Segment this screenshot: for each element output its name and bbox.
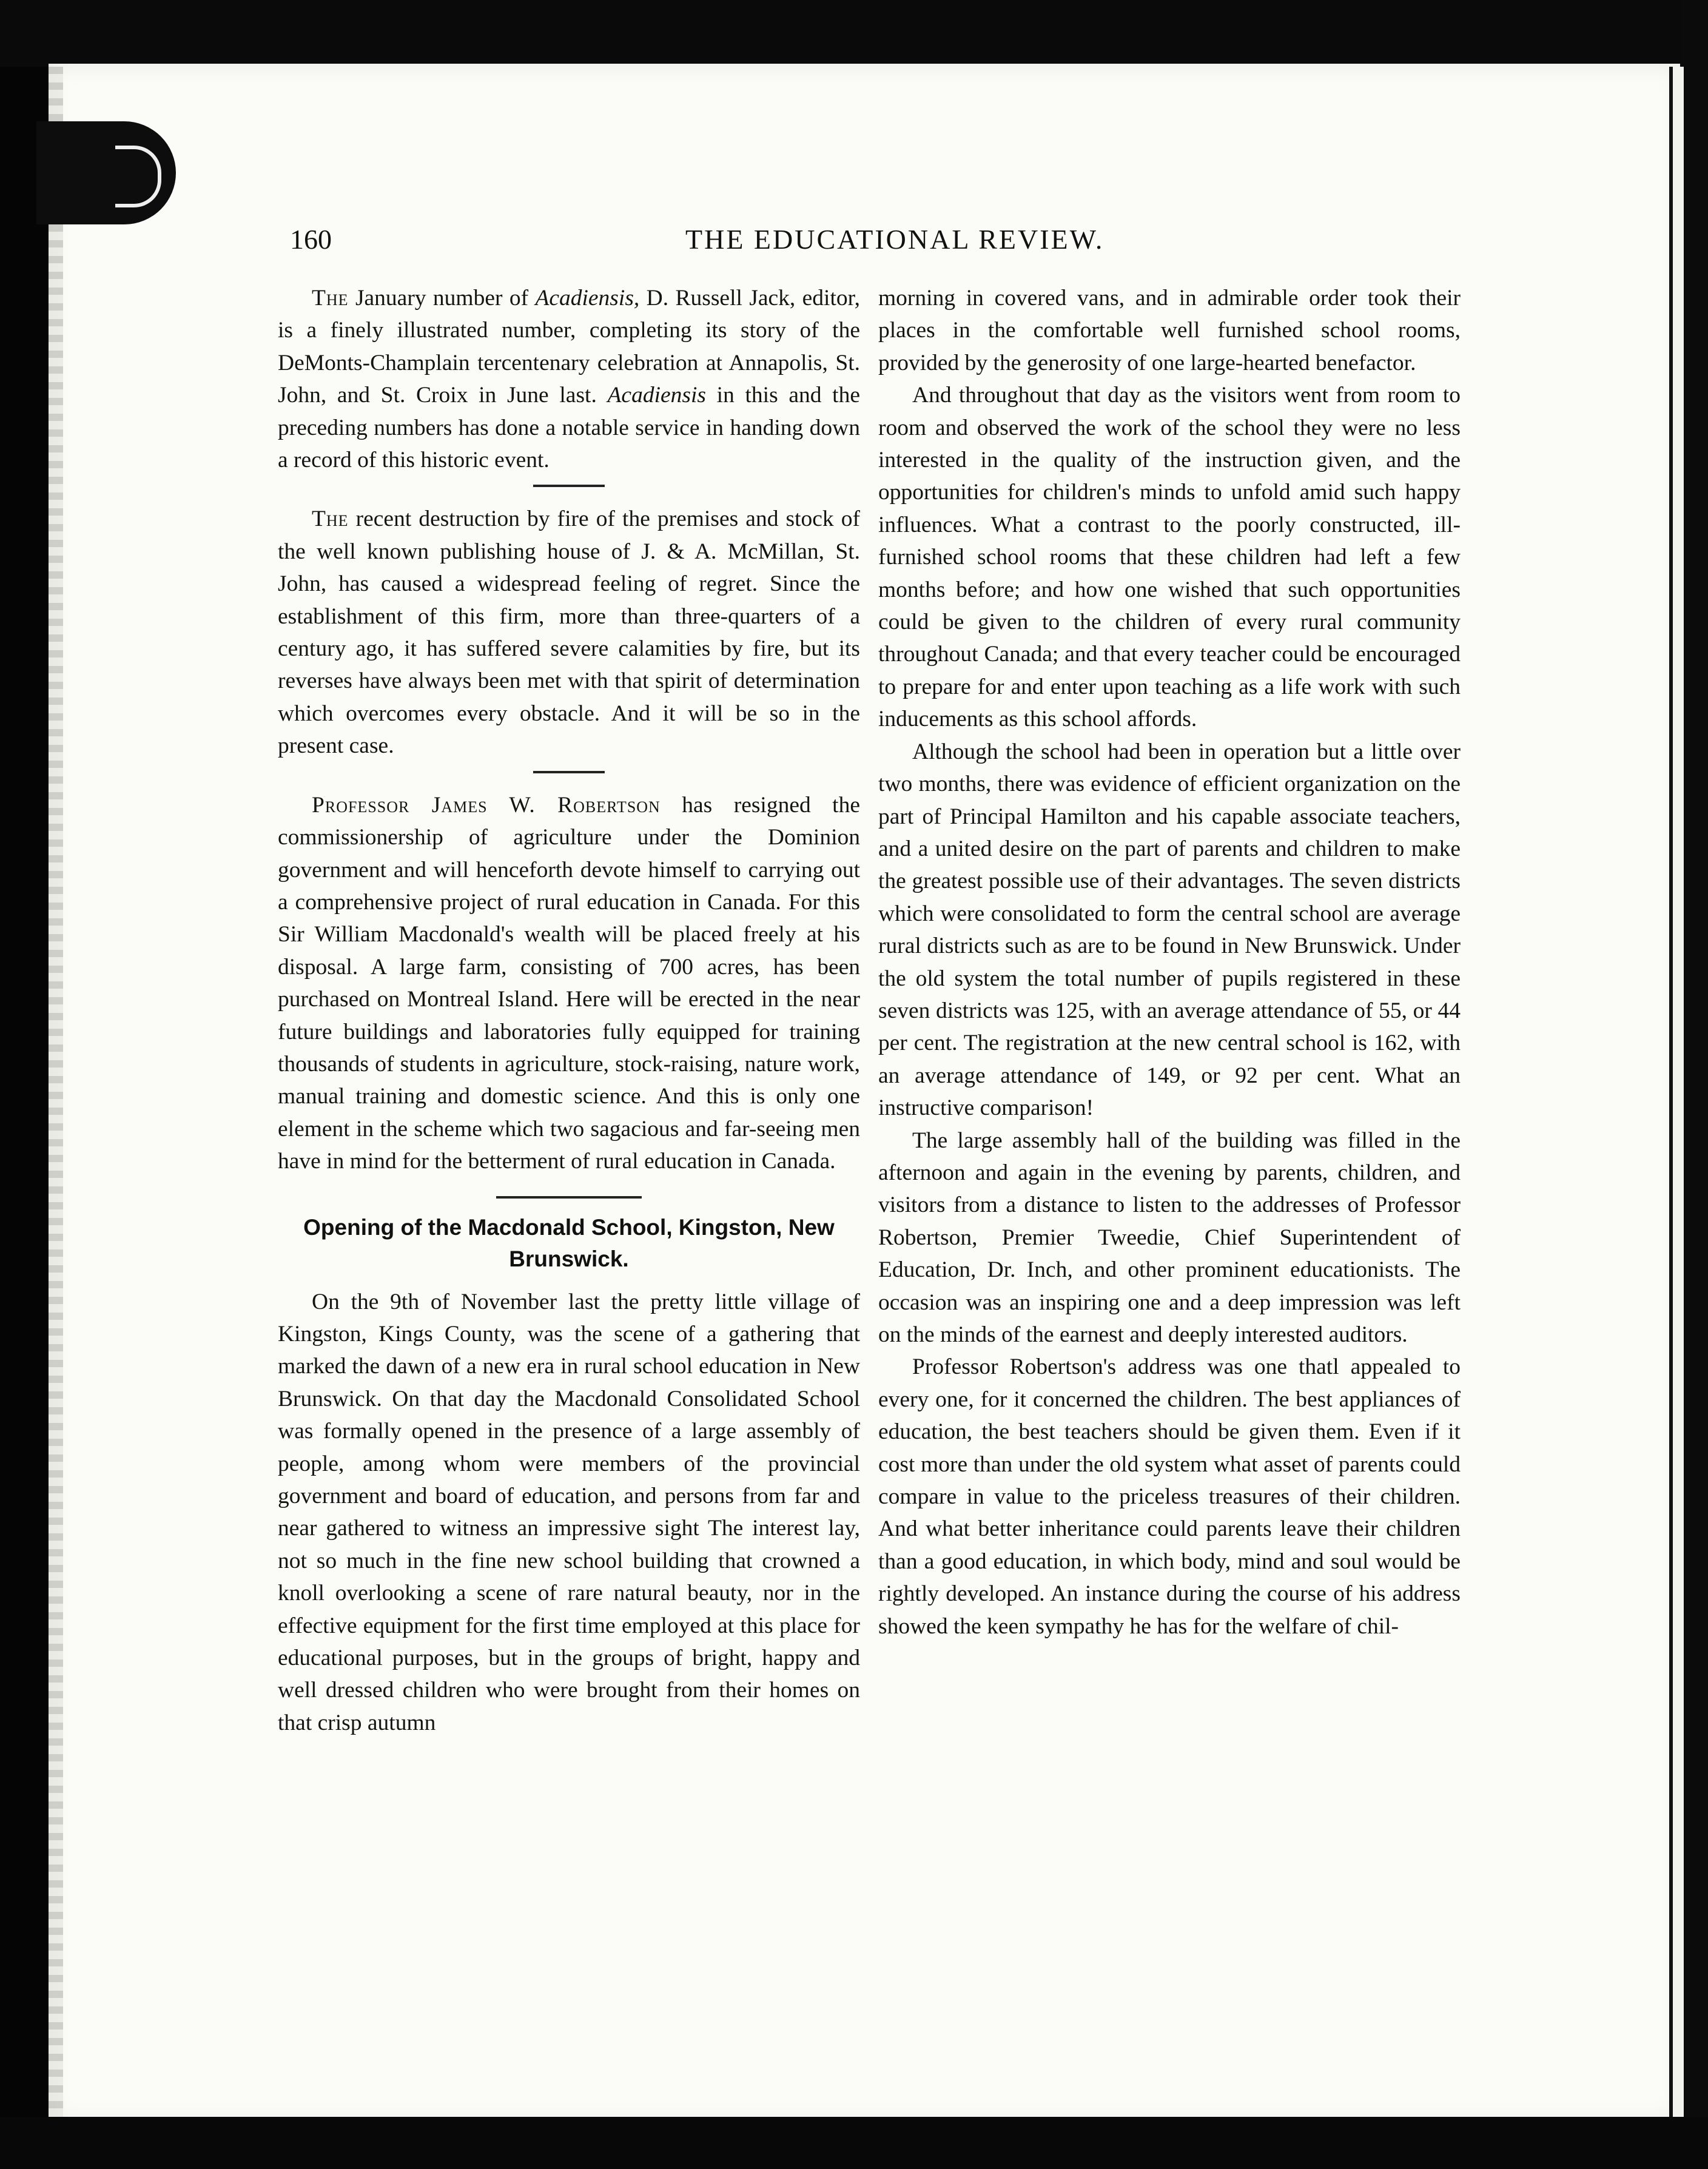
scan-right-border (1680, 0, 1708, 2169)
scan-top-border (0, 0, 1708, 67)
text-run: January number of (348, 286, 536, 311)
section-heading: Opening of the Macdonald School, Kingston, New Brunswick. (303, 1214, 835, 1271)
page-right-edge (1669, 67, 1684, 2117)
text-run: recent destruction by fire of the premises and stock of the well known publishing house of J. & A. McMillan, St. John, has caused a widespread feeling of regret. Since the establishment of this firm, more than three-quarters of a century ago, it has suffered severe calamities by fire, but its reverses have always been met with that spirit of determination which overcomes every obstacle. And it will be so in the present case. (278, 506, 860, 759)
italic-title: Acadiensis, (535, 286, 640, 311)
paragraph-opening: On the 9th of November last the pretty little village of Kingston, Kings County, was the scene of a gathering that marked the dawn of a new era in rural school education in New Brunswick. On that day the Macdonald Consolidated School was formally opened in the presence of a large assembly of people, among whom were members of the provincial government and board of education, and persons from far and near gathered to witness an impressive sight The interest lay, not so much in the fine new school building that crowned a knoll overlooking a scene of rare natural beauty, nor in the effective equipment for the first time employed at this place for educational purposes, but in the groups of bright, happy and well dressed children who were brought from their homes on that crisp autumn (278, 1289, 860, 1735)
page-header (0, 223, 1708, 266)
paragraph-address: Professor Robertson's address was one thatl appealed to every one, for it concerned the children. The best appliances of education, the best teachers should be given them. Even if it cost more than under the old system what asset of parents could compare in value to the priceless treasures of their children. And what better inheritance could parents leave their children than a good education, in which body, mind and soul would be rightly developed. An instance during the course of his address showed the keen sympathy he has for the welfare of chil- (878, 1354, 1461, 1639)
right-column (878, 282, 1461, 1643)
paragraph-continued: morning in covered vans, and in admirable order took their places in the comfortable well furnished school rooms, provided by the generosity of one large-hearted benefactor. (878, 286, 1461, 375)
lead-word: The (312, 506, 349, 532)
paragraph-robertson (278, 789, 860, 1178)
separator-rule (533, 771, 605, 773)
left-column (278, 282, 860, 1739)
running-head: THE EDUCATIONAL REVIEW. (685, 224, 1104, 255)
italic-title: Acadiensis (607, 383, 706, 408)
paragraph-operation: Although the school had been in operation but a little over two months, there was evidence of efficient organization on the part of Principal Hamilton and his capable associate teachers, and a united desire on the part of parents and children to make the greatest possible use of their advantages. The seven districts which were consolidated to form the central school are average rural districts such as are to be found in New Brunswick. Under the old system the total number of pupils registered in these seven districts was 125, with an average attendance of 55, or 44 per cent. The registration at the new central school is 162, with an average attendance of 149, or 92 per cent. What an instructive comparison! (878, 739, 1461, 1121)
paragraph-visitors: And throughout that day as the visitors went from room to room and observed the work of the school they were no less interested in the quality of the instruction given, and the opportunities for children's minds to unfold amid such happy influences. What a contrast to the poorly constructed, ill-furnished school rooms that these children had left a few months before; and how one wished that such opportunities could be given to the children of every rural community throughout Canada; and that every teacher could be encouraged to prepare for and enter upon teaching as a life work with such inducements as this school affords. (878, 383, 1461, 732)
text-run: in this and the preceding numbers has done a notable service in handing down a record of this historic event. (278, 383, 861, 473)
paragraph-assembly: The large assembly hall of the building was filled in the afternoon and again in the evening by parents, children, and visitors from a distance to listen to the addresses of Professor Robertson, Premier Tweedie, Chief Superintendent of Education, Dr. Inch, and other prominent educationists. The occasion was an inspiring one and a deep impression was left on the minds of the earnest and deeply interested auditors. (878, 1128, 1461, 1347)
text-run: has resigned the commissionership of agriculture under the Dominion government and will henceforth devote himself to carrying out a comprehensive project of rural education in Canada. For this Sir William Macdonald's wealth will be placed freely at his disposal. A large farm, consisting of 700 acres, has been purchased on Montreal Island. Here will be erected in the near future buildings and laboratories fully equipped for training thousands of students in agriculture, stock-raising, nature work, manual training and domestic science. And this is only one element in the scheme which two sagacious and far-seeing men have in mind for the betterment of rural education in Canada. (278, 792, 860, 1174)
lead-word: The (312, 286, 349, 311)
scan-bottom-border (0, 2117, 1708, 2169)
page-number: 160 (290, 224, 332, 255)
paragraph-acadiensis (278, 282, 860, 476)
section-rule (496, 1196, 642, 1199)
lead-name: Professor James W. Robertson (312, 792, 661, 818)
text-run: D. Russell Jack, editor, is a finely illustrated number, completing its story of the DeMonts-Champlain tercentenary celebration at Annapolis, St. John, and St. Croix in June last. (278, 286, 860, 408)
binder-clip-ring (115, 146, 161, 207)
separator-rule (533, 485, 605, 487)
page-left-edge (49, 67, 63, 2117)
paragraph-mcmillan-fire (278, 503, 860, 762)
